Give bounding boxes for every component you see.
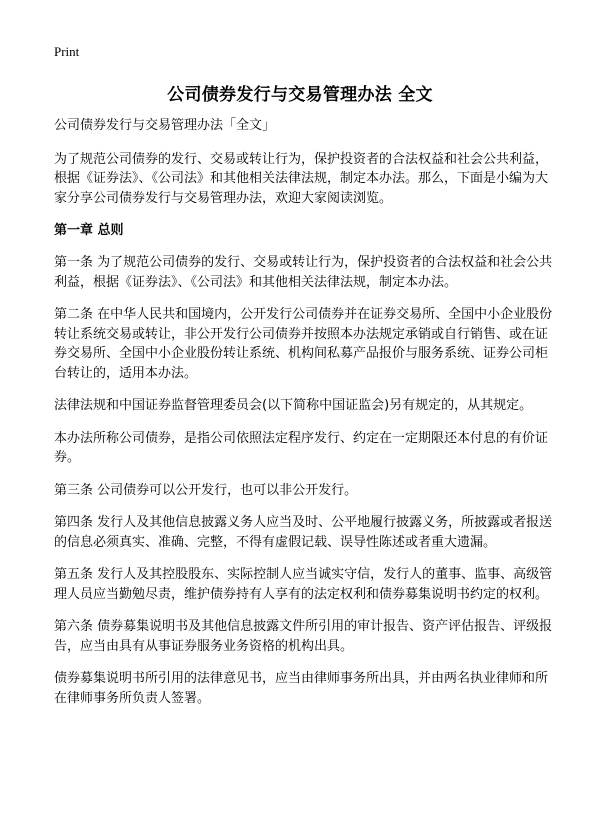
- article-paragraph: 第五条 发行人及其控股股东、实际控制人应当诚实守信，发行人的董事、监事、高级管理人员应当勤勉尽责，维护债券持有人享有的法定权利和债券募集说明书约定的权利。: [54, 567, 553, 602]
- print-link[interactable]: Print: [54, 44, 80, 59]
- document-body: [54, 116, 560, 721]
- article-paragraph: 法律法规和中国证券监督管理委员会(以下简称中国证监会)另有规定的，从其规定。: [54, 398, 533, 413]
- page-title: 公司债券发行与交易管理办法 全文: [167, 85, 433, 105]
- article-paragraph: 第二条 在中华人民共和国境内，公开发行公司债券并在证券交易所、全国中小企业股份转让系统交易或转让，非公开发行公司债券并按照本办法规定承销或自行销售、或在证券交易所、全国中小企业股份转让系统、机构间私募产品报价与服务系统、证券公司柜台转让的，适用本办法。: [54, 307, 553, 381]
- chapter-heading: 第一章 总则: [54, 223, 124, 238]
- intro-paragraph: 为了规范公司债券的发行、交易或转让行为，保护投资者的合法权益和社会公共利益，根据《证券法》、《公司法》和其他相关法律法规，制定本办法。那么，下面是小编为大家分享公司债券发行与交易管理办法，欢迎大家阅读浏览。: [54, 151, 549, 206]
- article-paragraph: 第六条 债券募集说明书及其他信息披露文件所引用的审计报告、资产评估报告、评级报告，应当由具有从事证券服务业务资格的机构出具。: [54, 619, 553, 654]
- article-paragraph: 本办法所称公司债券，是指公司依照法定程序发行、约定在一定期限还本付息的有价证券。: [54, 430, 549, 465]
- article-paragraph: 债券募集说明书所引用的法律意见书，应当由律师事务所出具，并由两名执业律师和所在律师事务所负责人签署。: [54, 671, 549, 706]
- article-paragraph: 第一条 为了规范公司债券的发行、交易或转让行为，保护投资者的合法权益和社会公共利益，根据《证券法》、《公司法》和其他相关法律法规，制定本办法。: [54, 255, 553, 290]
- article-paragraph: 第四条 发行人及其他信息披露义务人应当及时、公平地履行披露义务，所披露或者报送的信息必须真实、准确、完整，不得有虚假记载、误导性陈述或者重大遗漏。: [54, 515, 553, 550]
- document-subtitle: 公司债券发行与交易管理办法「全文」: [54, 118, 276, 133]
- article-paragraph: 第三条 公司债券可以公开发行，也可以非公开发行。: [54, 482, 358, 498]
